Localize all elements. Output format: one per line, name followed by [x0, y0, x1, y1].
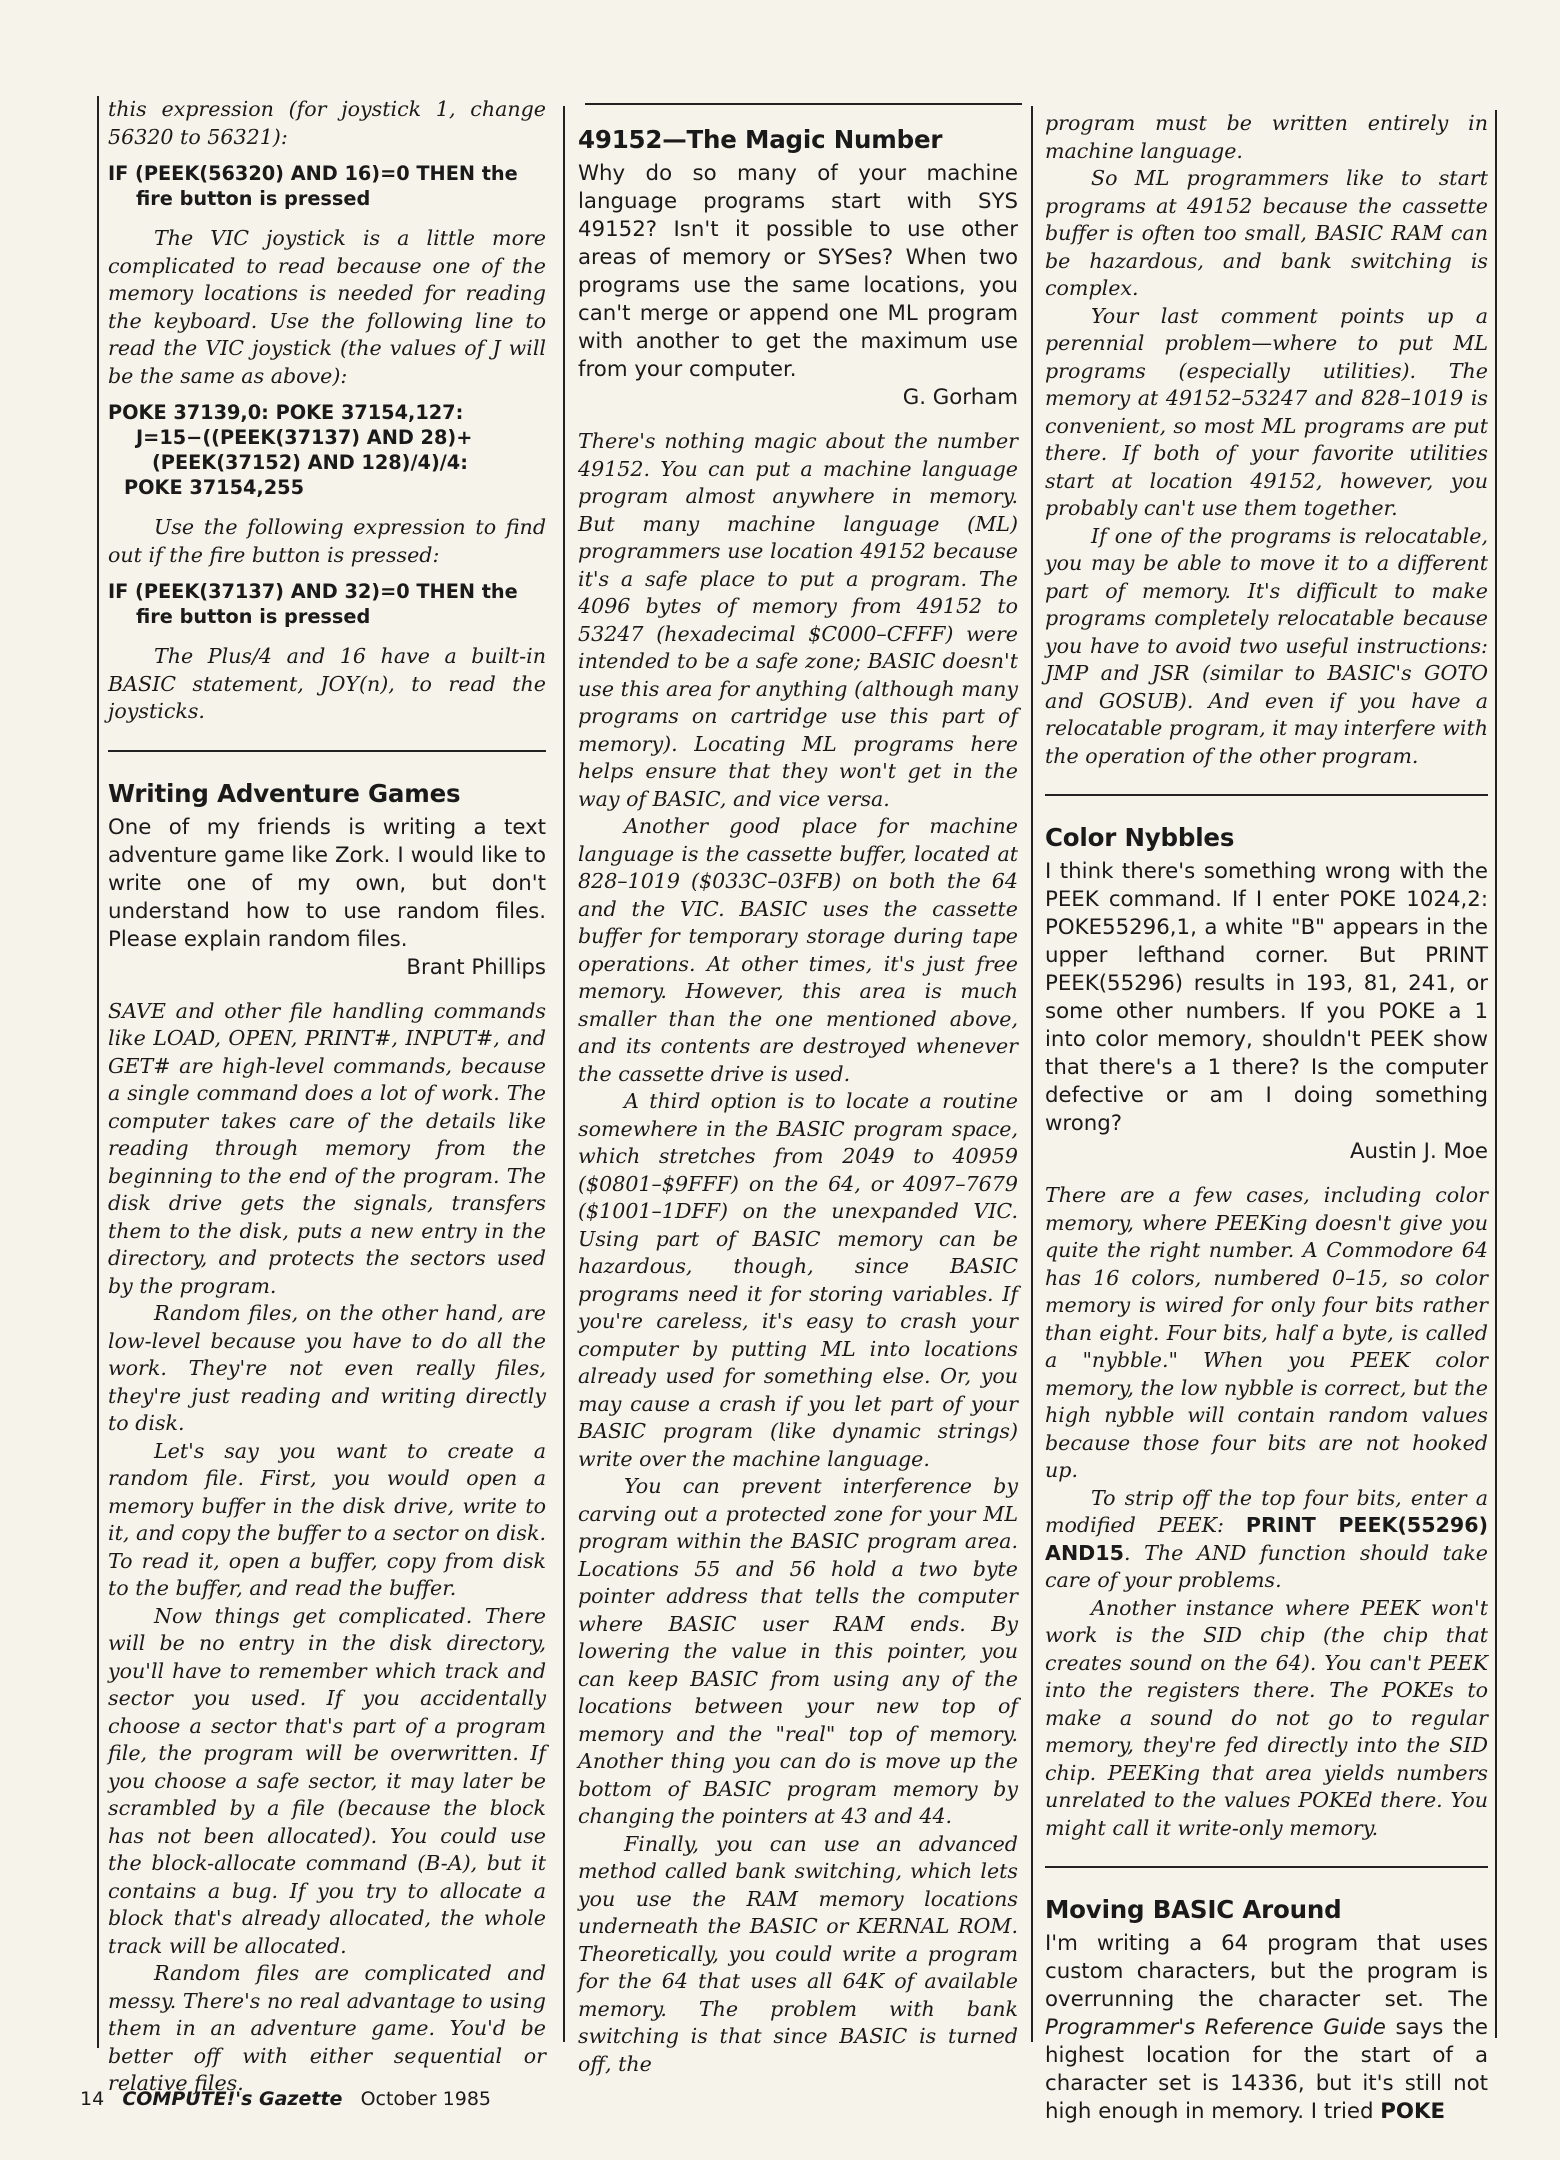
answer-paragraph: There's nothing magic about the number 49152. You can put a machine language program almost anywhere in memory. But many machine language (ML) programmers use location 49152 because it's a safe place to put a program. The 4096 bytes of memory from 49152 to 53247 (hexadecimal $C000–CFFF) were intended to be a safe zone; BASIC doesn't use this area for anything (although many programs on cartridge use this part of memory). Locating ML programs here helps ensure that they won't get in the way of BASIC, and vice versa. [578, 429, 1018, 811]
column-1 [108, 96, 546, 2098]
col1-paragraph-fire: Use the following expression to find out if the fire button is pressed: [108, 515, 546, 567]
reader-signature: Brant Phillips [406, 954, 546, 980]
publication-name: COMPUTE!'s Gazette [122, 2088, 343, 2110]
answer-paragraph: Random files, on the other hand, are low-level because you have to do all the work. They're not even really files, they're just reading and writing directly to disk. [108, 1301, 546, 1435]
continued-paragraph: So ML programmers like to start programs at 49152 because the cassette buffer is often too small, BASIC RAM can be hazardous, and bank switching is complex. [1045, 166, 1488, 300]
column-rule-middle-2 [1031, 106, 1033, 2042]
answer-paragraph: You can prevent interference by carving out a protected zone for your ML program within the BASIC program area. Locations 55 and 56 hold a two byte pointer address that tells the computer where BASIC user RAM ends. By lowering the value in this pointer, you can keep BASIC from using any of the locations between your new top of memory and the "real" top of memory. Another thing you can do is move up the bottom of BASIC program memory by changing the pointers at 43 and 44. [578, 1474, 1018, 1828]
column-rule-right [1495, 110, 1497, 2038]
column-rule-left [97, 96, 99, 2048]
code-vic-joystick [108, 400, 546, 500]
code-fire-button-vic: IF (PEEK(37137) AND 32)=0 THEN the fire button is pressed [108, 580, 518, 628]
answer-paragraph: Another good place for machine language is the cassette buffer, located at 828–1019 ($033C–03FB) on both the 64 and the VIC. BASIC uses the cassette buffer for temporary storage during tape operations. At other times, it's just free memory. However, this area is much smaller than the one mentioned above, and its contents are destroyed whenever the cassette drive is used. [578, 814, 1018, 1086]
code-line: J=15−((PEEK(37137) AND 28)+(PEEK(37152) AND 128)/4)/4: [136, 426, 473, 474]
column-2 [578, 124, 1018, 2078]
column2-top-rule [585, 103, 1022, 105]
book-title: Programmer's Reference Guide [1045, 2015, 1386, 2040]
page-number: 14 [80, 2088, 105, 2110]
col1-paragraph-vic: The VIC joystick is a little more complicated to read because one of the memory locations is needed for reading the keyboard. Use the following line to read the VIC joystick (the values of J will be the same as above): [108, 226, 546, 388]
reader-question: One of my friends is writing a text adventure game like Zork. I would like to write one of my own, but don't understand how to use random files. Please explain random files. [108, 814, 546, 952]
inline-code: POKE [1380, 2099, 1446, 2124]
reader-signature: Austin J. Moe [1349, 1139, 1488, 1164]
answer-paragraph: Let's say you want to create a random file. First, you would open a memory buffer in the disk drive, write to it, and copy the buffer to a sector on disk. To read it, open a buffer, copy from disk to the buffer, and read the buffer. [108, 1438, 546, 1600]
reader-signature: G. Gorham [902, 385, 1018, 410]
continued-paragraph: Your last comment points up a perennial problem—where to put ML programs (especially utilities). The memory at 49152–53247 and 828–1019 is convenient, so most ML programs are put there. If both of your favorite utilities start at location 49152, however, you probably can't use them together. [1045, 303, 1488, 520]
heading-magic-number: 49152—The Magic Number [578, 125, 943, 154]
code-line: POKE 37139,0: POKE 37154,127: [108, 401, 464, 424]
reader-question: Why do so many of your machine language programs start with SYS 49152? Isn't it possible to use other areas of memory or SYSes? When two programs use the same locations, you can't merge or append one ML program with another to get the maximum use from your computer. [578, 161, 1018, 382]
heading-color-nybbles: Color Nybbles [1045, 823, 1235, 852]
answer-paragraph: A third option is to locate a routine somewhere in the BASIC program space, which stretches from 2049 to 40959 ($0801–$9FFF) on the 64, or 4097–7679 ($1001–1DFF) on the unexpanded VIC. Using part of BASIC memory can be hazardous, though, since BASIC programs need it for storing variables. If you're careless, it's easy to crash your computer by putting ML into locations already used for something else. Or, you may cause a crash if you let part of your BASIC program (like dynamic strings) write over the machine language. [578, 1089, 1018, 1471]
answer-paragraph: Finally, you can use an advanced method called bank switching, which lets you use the RAM memory locations underneath the BASIC or KERNAL ROM. Theoretically, you could write a program for the 64 that uses all 64K of available memory. The problem with bank switching is that since BASIC is turned off, the [578, 1831, 1018, 2076]
code-fire-button-64: IF (PEEK(56320) AND 16)=0 THEN the fire button is pressed [108, 162, 518, 210]
section-divider [1045, 1866, 1488, 1868]
section-divider [108, 750, 546, 752]
inline-code: PRINT PEEK(55296) AND15 [1045, 1513, 1488, 1565]
answer-paragraph: SAVE and other file handling commands like LOAD, OPEN, PRINT#, INPUT#, and GET# are high-level commands, because a single command does a lot of work. The computer takes care of the details like reading through memory from the beginning to the end of the program. The disk drive gets the signals, transfers them to the disk, puts a new entry in the directory, and protects the sectors used by the program. [108, 998, 546, 1298]
answer-paragraph: Another instance where PEEK won't work is the SID chip (the chip that creates sound on the 64). You can't PEEK into the registers there. The POKEs to make a sound do not go to regular memory, they're fed directly into the SID chip. PEEKing that area yields numbers unrelated to the values POKEd there. You might call it write-only memory. [1045, 1595, 1488, 1840]
col1-paragraph-plus4: The Plus/4 and 16 have a built-in BASIC statement, JOY(n), to read the joysticks. [108, 644, 546, 723]
column-rule-middle-1 [563, 106, 565, 2042]
heading-moving-basic-around: Moving BASIC Around [1045, 1895, 1342, 1924]
answer-paragraph: Now things get complicated. There will be no entry in the disk directory, you'll have to remember which track and sector you used. If you accidentally choose a sector that's part of a program file, the program will be overwritten. If you choose a safe sector, it may later be scrambled by a file (because the block has not been allocated). You could use the block-allocate command (B-A), but it contains a bug. If you try to allocate a block that's already allocated, the whole track will be allocated. [108, 1603, 546, 1958]
answer-paragraph-strip-bits: To strip off the top four bits, enter a modified PEEK: PRINT PEEK(55296) AND15. The AND function should take care of your problems. [1045, 1485, 1488, 1592]
column-3 [1045, 110, 1488, 2126]
reader-question: I'm writing a 64 program that uses custom characters, but the program is overrunning the character set. The Programmer's Reference Guide says the highest location for the start of a character set is 14336, but it's still not high enough in memory. I tried POKE [1045, 1931, 1488, 2124]
continued-paragraph: program must be written entirely in machine language. [1045, 111, 1488, 163]
continued-paragraph: If one of the programs is relocatable, you may be able to move it to a different part of memory. It's difficult to make programs completely relocatable because you have to avoid two useful instructions: JMP and JSR (similar to BASIC's GOTO and GOSUB). And even if you have a relocatable program, it may interfere with the operation of the other program. [1045, 523, 1488, 768]
page-footer [80, 2088, 491, 2110]
reader-question: I think there's something wrong with the PEEK command. If I enter POKE 1024,2: POKE55296,1, a white "B" appears in the upper lefthand corner. But PRINT PEEK(55296) results in 193, 81, 241, or some other numbers. If you POKE a 1 into color memory, shouldn't PEEK show that there's a 1 there? Is the computer defective or am I doing something wrong? [1045, 859, 1488, 1136]
answer-paragraph: Random files are complicated and messy. There's no real advantage to using them in an adventure game. You'd be better off with either sequential or relative files. [108, 1961, 546, 2095]
code-line: POKE 37154,255 [124, 476, 304, 499]
section-divider [1045, 794, 1488, 796]
col1-intro: this expression (for joystick 1, change 56320 to 56321): [108, 97, 546, 149]
heading-writing-adventure-games: Writing Adventure Games [108, 778, 461, 808]
answer-paragraph: There are a few cases, including color memory, where PEEKing doesn't give you quite the right number. A Commodore 64 has 16 colors, numbered 0–15, so color memory is wired for only four bits rather than eight. Four bits, half a byte, is called a "nybble." When you PEEK color memory, the low nybble is correct, but the high nybble will contain random values because those four bits are not hooked up. [1045, 1183, 1488, 1482]
issue-date: October 1985 [360, 2088, 491, 2110]
